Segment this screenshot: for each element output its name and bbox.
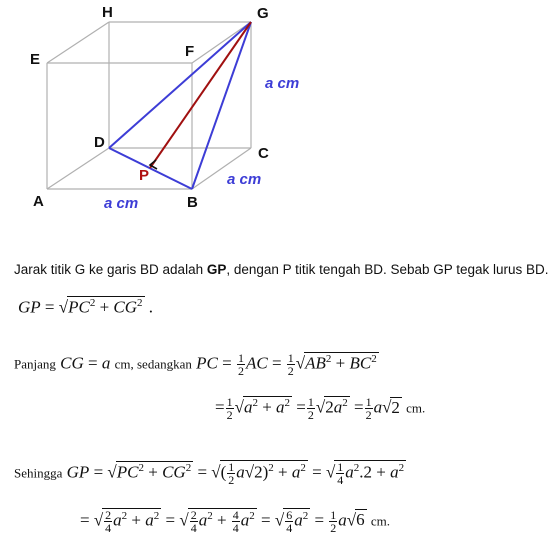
measure-ab: a cm [104,195,139,212]
formula-pc-result: = $\frac{1}{2}$ $√a^2 + a^2$ = $\frac{1}{2}$ $√2a^2$ = $\frac{1}{2}$ a√2 cm. [215,395,426,423]
intro-text-1: Jarak titik G ke garis BD adalah [14,262,207,277]
formula-sehingga: Sehingga GP = $√PC^2 + CG^2$ = √( $\frac{1}{2}$ $a√2)^2 + a^2$ = √ $\frac{1}{4}$ $a^2.2 + a^2$ [14,460,405,487]
formula-gp: GP = $√PC^2 + CG^2$ . [18,297,154,317]
edge-eh [47,22,109,63]
vertex-label-c: C [258,145,269,162]
edge-ad [47,148,109,189]
word-sehingga: Sehingga [14,465,63,481]
segment-gp [150,22,251,168]
word-cm-3: cm. [370,513,391,529]
intro-sentence [14,262,549,277]
measure-gc: a cm [265,75,300,92]
vertex-label-d: D [94,134,105,151]
word-panjang: Panjang [14,356,56,372]
segment-bd [109,148,192,189]
vertex-label-e: E [30,51,41,68]
word-cm-2: cm. [406,400,426,416]
measure-bc: a cm [227,171,262,188]
formula-gp-result: = √ $\frac{2}{4}$ $a^2 + a^2$ = √ $\frac{2}{4}$ $a^2$ + $\frac{4}{4}$ $a^2$ = √ $\frac{6}{4}$ $a^2$ = $\frac{1}{2}$ a√6 cm. [80,508,391,535]
intro-bold-gp: GP [206,262,227,277]
vertex-label-b: B [187,194,198,211]
vertex-label-a: A [33,193,44,210]
vertex-label-f: F [185,43,195,60]
word-cm-sedangkan: cm, sedangkan [114,356,192,372]
vertex-label-p: P [139,167,150,184]
vertex-label-h: H [102,4,113,21]
edge-fg [192,22,251,63]
intro-text-2: , dengan P titik tengah BD. Sebab GP tegak lurus BD. [226,262,549,277]
formula-panjang: Panjang CG = a cm, sedangkan PC = $\frac{1}{2}$ AC = $\frac{1}{2}$ $√AB^2 + BC^2$ [14,351,377,379]
vertex-label-g: G [257,5,269,22]
